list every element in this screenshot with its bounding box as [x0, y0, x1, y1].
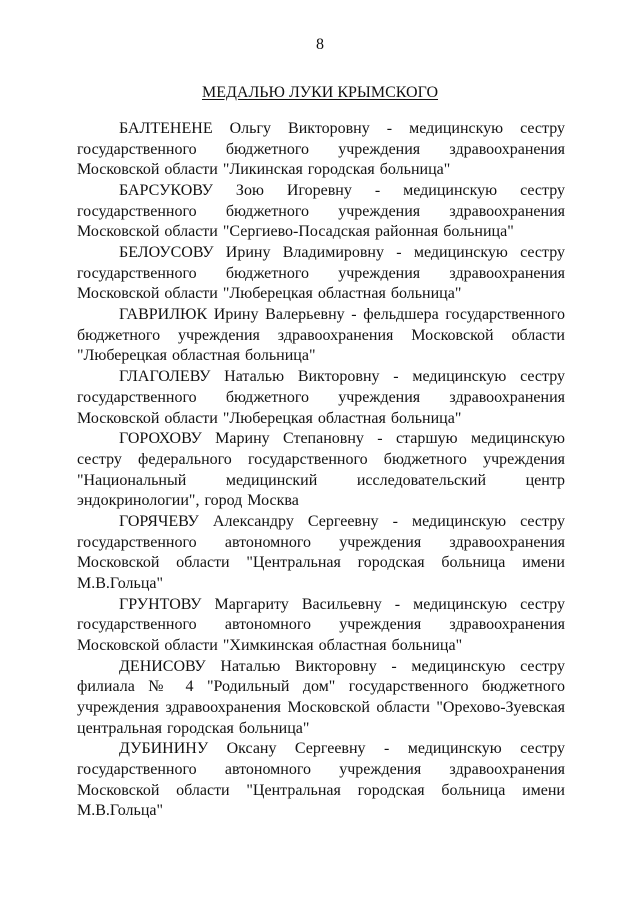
award-heading — [0, 84, 640, 102]
awardee-entry: ГРУНТОВУ Маргариту Васильевну - медицинскую сестру государственного автономного учреждения здравоохранения Московской области "Химкинская областная больница" — [77, 595, 565, 654]
awardee-entry: ДУБИНИНУ Оксану Сергеевну - медицинскую сестру государственного автономного учреждения здравоохранения Московской области "Центральная городская больница имени М.В.Гольца" — [77, 740, 565, 820]
awardee-entry: ГОРОХОВУ Марину Степановну - старшую медицинскую сестру федерального государственного бюджетного учреждения "Национальный медицинский исследовательский центр эндокринологии", город Москва — [77, 430, 565, 510]
awardee-entry: ГОРЯЧЕВУ Александру Сергеевну - медицинскую сестру государственного автономного учреждения здравоохранения Московской области "Центральная городская больница имени М.В.Гольца" — [77, 513, 565, 592]
page-number: 8 — [316, 36, 324, 53]
awardee-entry: ДЕНИСОВУ Наталью Викторовну - медицинскую сестру филиала № 4 "Родильный дом" государственного бюджетного учреждения здравоохранения Московской области "Орехово-Зуевская центральная городская больница" — [77, 657, 565, 737]
awardee-entry: БАРСУКОВУ Зою Игоревну - медицинскую сестру государственного бюджетного учреждения здравоохранения Московской области "Сергиево-Посадская районная больница" — [77, 182, 565, 241]
award-heading-text: МЕДАЛЬЮ ЛУКИ КРЫМСКОГО — [201, 84, 438, 101]
awardee-entry: ГЛАГОЛЕВУ Наталью Викторовну - медицинскую сестру государственного бюджетного учреждения здравоохранения Московской области "Люберецкая областная больница" — [77, 368, 565, 427]
awardee-list — [77, 119, 565, 822]
awardee-entry: ГАВРИЛЮК Ирину Валерьевну - фельдшера государственного бюджетного учреждения здравоохранения Московской области "Люберецкая областная больница" — [77, 306, 565, 365]
awardee-entry: БЕЛОУСОВУ Ирину Владимировну - медицинскую сестру государственного бюджетного учреждения здравоохранения Московской области "Люберецкая областная больница" — [77, 244, 565, 303]
awardee-entry: БАЛТЕНЕНЕ Ольгу Викторовну - медицинскую сестру государственного бюджетного учреждения здравоохранения Московской области "Ликинская городская больница" — [77, 120, 565, 179]
